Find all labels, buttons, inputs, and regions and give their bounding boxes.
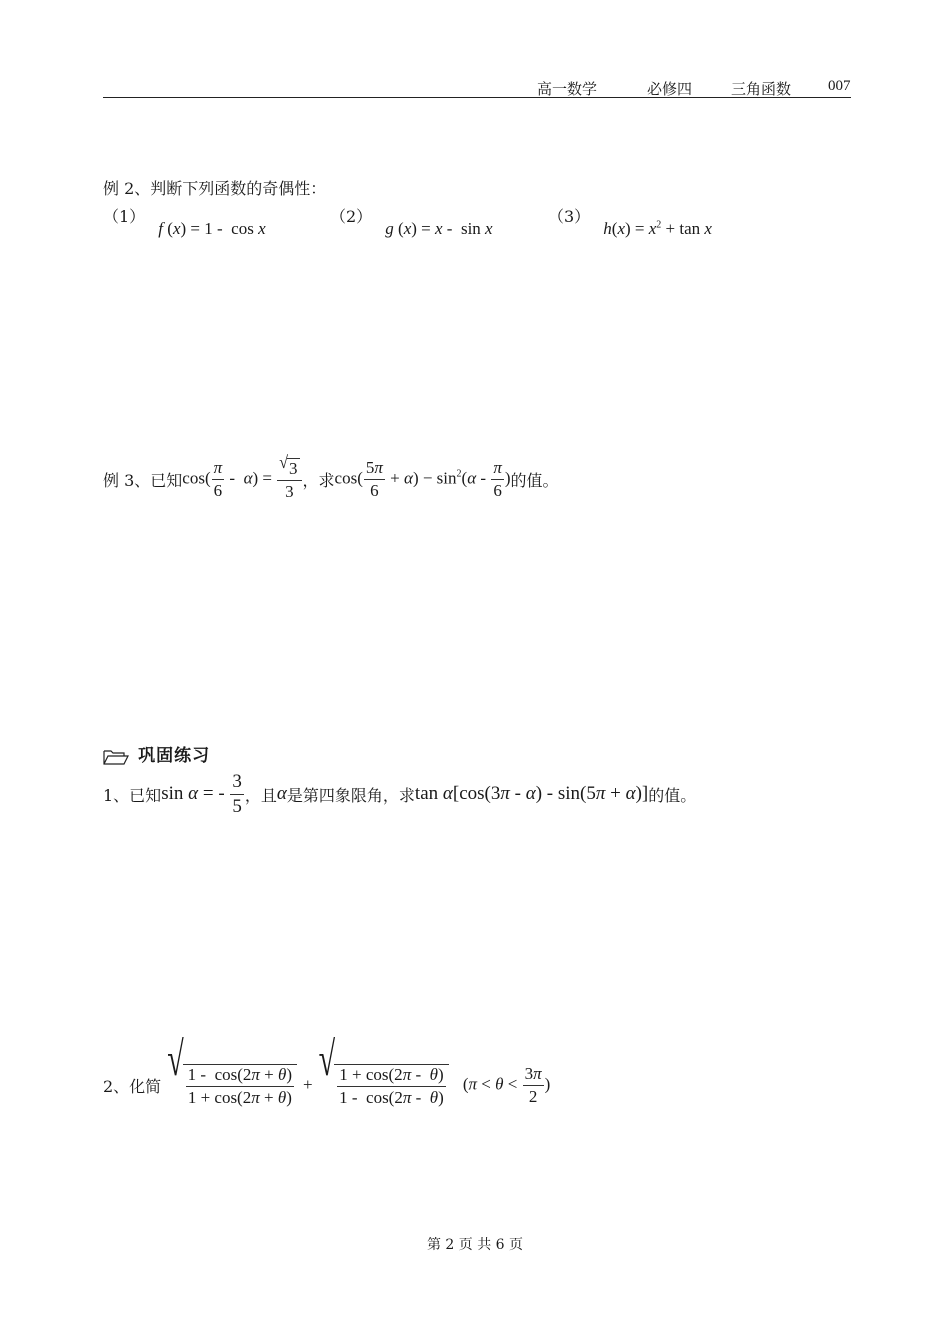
q2-label: 2、化简 (103, 1076, 162, 1096)
q1-target-formula: tan α[cos(3π - α) - sin(5π + α)] (414, 783, 649, 805)
q2-formula: √ $\frac{1 - \cos(2\pi + \theta)}{1 + \cos(2\pi + \theta)}$ + √ $\frac{1 + \cos(2\pi - \theta)}{1 - \cos(2\pi - \theta)}$ (π < θ < $\frac{3\pi}{2}$ ) (167, 1033, 551, 1107)
header-chapter: 三角函数 (731, 80, 792, 98)
header-book: 必修四 (647, 80, 693, 98)
example3-ask: ，求 (302, 470, 335, 490)
formula-g: g (x) = x - sin x (385, 219, 493, 238)
item-number: （3） (548, 207, 591, 226)
example2-item-2 (330, 204, 493, 238)
formula-f: f (x) = 1 - cos x (158, 219, 266, 238)
example3-label: 例 3、已知 (103, 470, 183, 490)
formula-h: $h(x) = x^2 + \tan x$ (603, 219, 712, 238)
example2-title: 例 2、判断下列函数的奇偶性： (103, 179, 327, 198)
folder-icon (103, 748, 129, 766)
example3-given-formula: cos( $\frac{\pi}{6}$ - α) = √ 3 3 (182, 458, 302, 501)
practice-heading (103, 741, 210, 766)
example3-tail: 的值。 (510, 470, 559, 490)
header-rule (103, 97, 851, 98)
sqrt-term-1: √ $\frac{1 - \cos(2\pi + \theta)}{1 + \cos(2\pi + \theta)}$ (167, 1064, 297, 1107)
header-code: 007 (828, 78, 851, 94)
item-number: （1） (103, 207, 146, 226)
q1-label: 1、已知 (103, 785, 162, 805)
practice-q2 (103, 1033, 551, 1107)
example3-target-formula: cos( $\frac{5\pi}{6}$ + $\alpha) - \sin^2(\alpha$ - $\frac{\pi}{6}$ ) (334, 458, 511, 500)
example2-item-1 (103, 204, 266, 238)
example3 (103, 453, 559, 502)
q1-cond: ，且 (244, 785, 277, 805)
q1-cond2: 是第四象限角，求 (286, 785, 415, 805)
q1-alpha: α (276, 783, 287, 805)
q2-condition: (π < θ < $\frac{3\pi}{2}$ ) (462, 1064, 551, 1106)
page-footer: 第 2 页 共 6 页 (426, 1237, 524, 1253)
practice-q1 (103, 772, 696, 817)
example2-item-3 (548, 204, 712, 238)
q1-tail: 的值。 (648, 785, 697, 805)
header-subject: 高一数学 (537, 80, 598, 98)
sqrt-term-2: √ $\frac{1 + \cos(2\pi - \theta)}{1 - \cos(2\pi - \theta)}$ (319, 1064, 449, 1107)
item-number: （2） (330, 207, 373, 226)
q1-given-formula: sin α = - $\frac{3}{5}$ (161, 771, 242, 817)
practice-heading-text: 巩固练习 (138, 746, 211, 766)
